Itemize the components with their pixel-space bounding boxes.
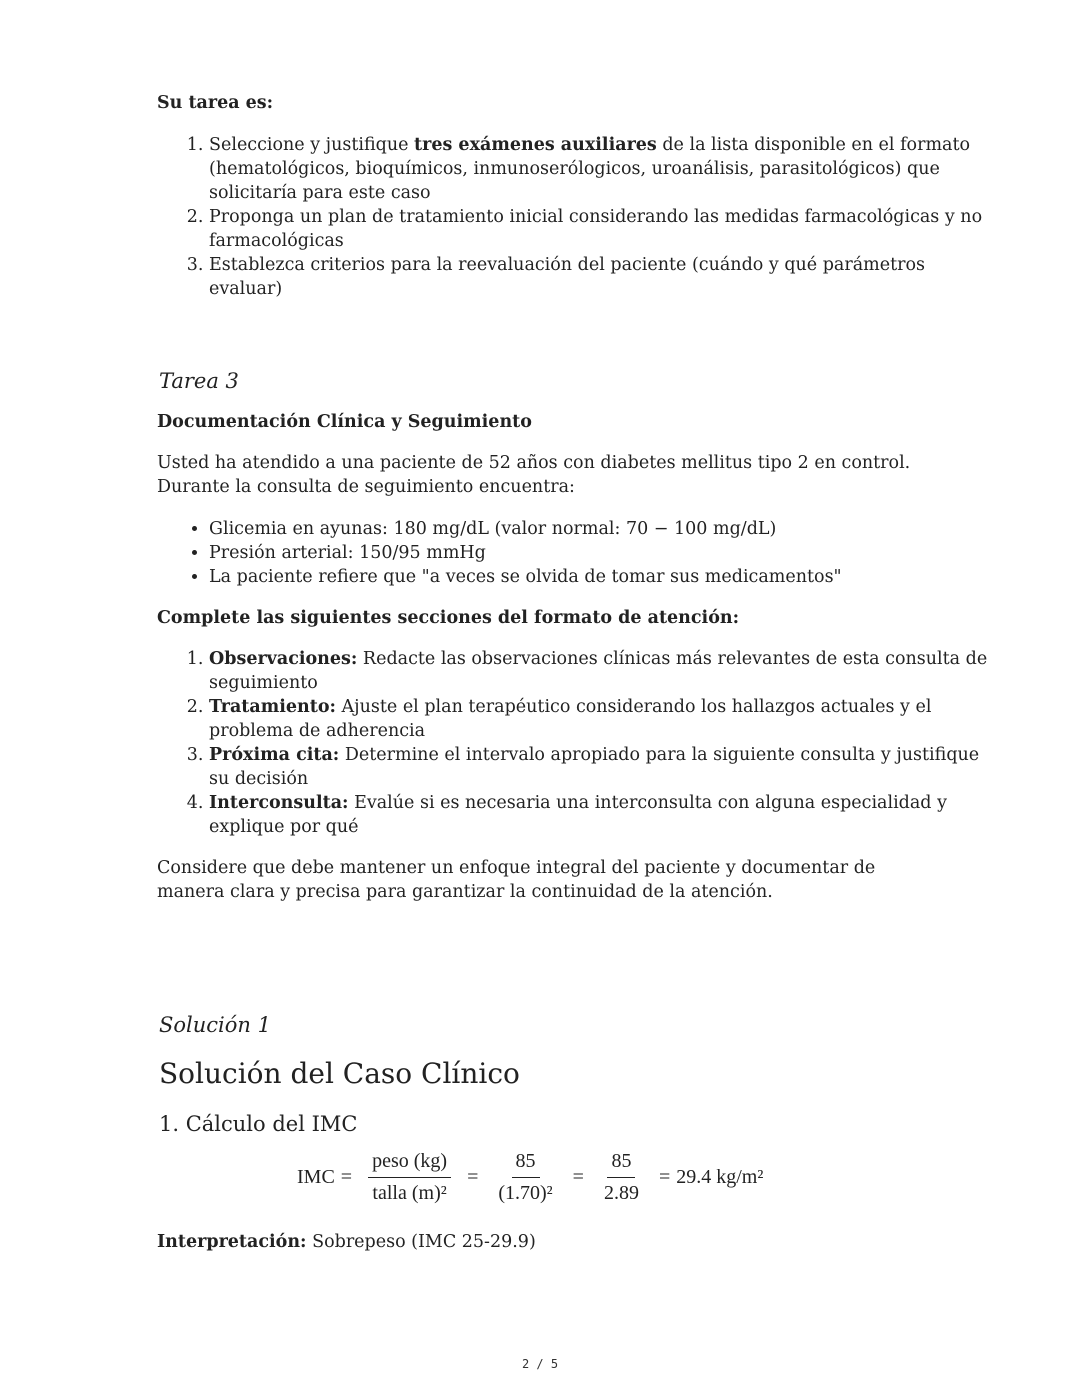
list-item: 3. Próxima cita: Determine el intervalo apropiado para la siguiente consulta y justifique su decisión: [209, 743, 989, 791]
fraction-simplified: $\frac{85}{2.89}$: [603, 1150, 639, 1204]
task-heading: Su tarea es:: [157, 93, 274, 113]
page-number: 2 / 5: [521, 1357, 559, 1371]
list-item: 2. Proponga un plan de tratamiento inicial considerando las medidas farmacológicas y no farmacológicas: [209, 205, 989, 253]
interpretation: Interpretación: Sobrepeso (IMC 25-29.9): [157, 1232, 536, 1252]
task3-subtitle: Documentación Clínica y Seguimiento: [157, 412, 532, 432]
imc-formula: IMC = $\frac{\text{peso (kg)}}{\text{talla (m)²}}$ = $\frac{85}{\text{(1.70)²}}$ = $\frac{85}{2.89}$ = 29.4 kg/m²: [297, 1150, 764, 1204]
fraction-definition: $\frac{\text{peso (kg)}}{\text{talla (m)²}}$: [368, 1150, 451, 1205]
imc-section-heading: 1. Cálculo del IMC: [159, 1112, 358, 1136]
list-item: 1. Seleccione y justifique tres exámenes auxiliares de la lista disponible en el formato (hematológicos, bioquímicos, inmunoserólogicos, uroanálisis, parasitológicos) que solicitaría para este caso: [209, 133, 989, 205]
list-item: 2. Tratamiento: Ajuste el plan terapéutico considerando los hallazgos actuales y el problema de adherencia: [209, 695, 989, 743]
solution-heading: Solución del Caso Clínico: [159, 1057, 520, 1090]
formula-result: 29.4 kg/m²: [676, 1166, 764, 1188]
task-list: [157, 133, 989, 301]
formula-lhs: IMC: [297, 1166, 335, 1188]
solution-title: Solución 1: [159, 1013, 271, 1037]
list-item: 1. Observaciones: Redacte las observaciones clínicas más relevantes de esta consulta de seguimiento: [209, 647, 989, 695]
complete-heading: Complete las siguientes secciones del formato de atención:: [157, 608, 740, 628]
list-item: 3. Establezca criterios para la reevaluación del paciente (cuándo y qué parámetros evaluar): [209, 253, 989, 301]
closing-paragraph: Considere que debe mantener un enfoque integral del paciente y documentar de manera clara y precisa para garantizar la continuidad de la atención.: [157, 858, 876, 902]
list-item: • Glicemia en ayunas: 180 mg/dL (valor normal: 70 − 100 mg/dL): [209, 517, 989, 541]
list-item: • La paciente refiere que "a veces se olvida de tomar sus medicamentos": [209, 565, 989, 589]
sections-list: [157, 647, 989, 839]
list-item: 4. Interconsulta: Evalúe si es necesaria una interconsulta con alguna especialidad y explique por qué: [209, 791, 989, 839]
findings-list: [157, 517, 989, 589]
list-item: • Presión arterial: 150/95 mmHg: [209, 541, 989, 565]
task3-title: Tarea 3: [159, 369, 239, 393]
task3-intro: Usted ha atendido a una paciente de 52 años con diabetes mellitus tipo 2 en control. Durante la consulta de seguimiento encuentra:: [157, 453, 911, 497]
fraction-values: $\frac{85}{\text{(1.70)²}}$: [498, 1150, 553, 1204]
